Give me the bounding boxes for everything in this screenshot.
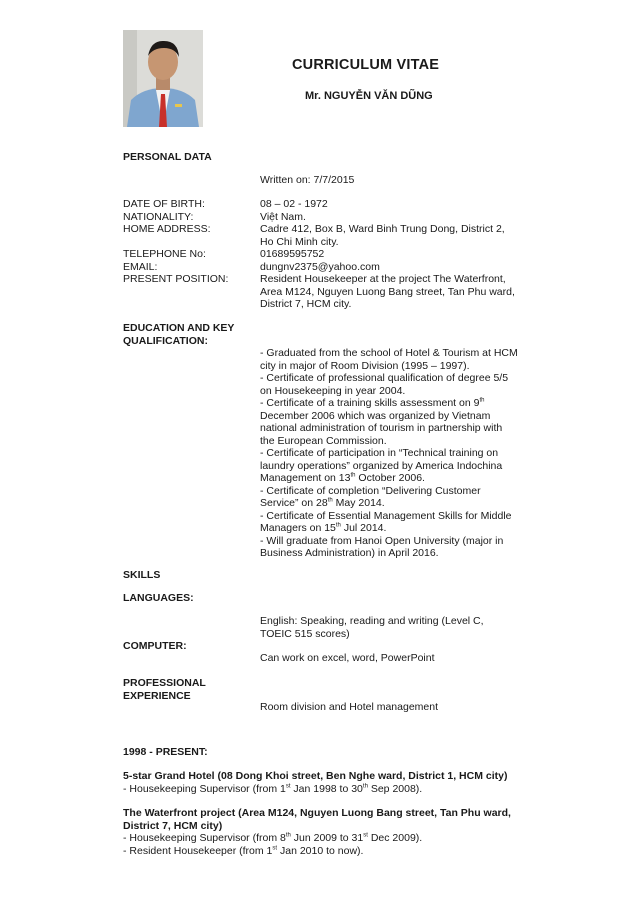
education-heading: EDUCATION AND KEY QUALIFICATION:	[123, 322, 235, 347]
home-address-label: HOME ADDRESS:	[123, 223, 211, 235]
education-item: - Certificate of professional qualification of degree 5/5 on Housekeeping in year 2004.	[260, 372, 509, 397]
experience-heading: PROFESSIONAL EXPERIENCE	[123, 677, 206, 702]
education-list	[260, 347, 518, 560]
candidate-name: Mr. NGUYỄN VĂN DŨNG	[305, 90, 433, 102]
email-value[interactable]: dungnv2375@yahoo.com	[260, 260, 380, 273]
job-role: - Housekeeping Supervisor (from 1st Jan 1998 to 30th Sep 2008).	[123, 782, 423, 795]
present-position-label: PRESENT POSITION:	[123, 273, 229, 285]
dob-label: DATE OF BIRTH:	[123, 198, 205, 210]
experience-summary: Room division and Hotel management	[260, 701, 439, 713]
written-on-date: Written on: 7/7/2015	[260, 174, 355, 186]
skills-heading: SKILLS	[123, 569, 161, 581]
job-waterfront	[123, 807, 533, 857]
telephone-label: TELEPHONE No:	[123, 248, 206, 260]
email-label: EMAIL:	[123, 260, 158, 273]
profile-photo	[123, 30, 203, 127]
education-item: - Certificate of a training skills assessment on 9th December 2006 which was organized by Vietnam national administration of tourism in partnership with the European Commission.	[260, 397, 503, 447]
experience-period: 1998 - PRESENT:	[123, 746, 208, 758]
job-role: - Housekeeping Supervisor (from 8th Jun 2009 to 31st Dec 2009).	[123, 832, 423, 844]
job-grand-hotel	[123, 770, 533, 795]
nationality-label: NATIONALITY:	[123, 210, 194, 223]
languages-value: English: Speaking, reading and writing (Level C, TOEIC 515 scores)	[260, 615, 484, 640]
cv-title: CURRICULUM VITAE	[292, 57, 440, 73]
education-item: - Graduated from the school of Hotel & Tourism at HCM city in major of Room Division (1995 – 1997).	[260, 347, 518, 372]
job-employer: The Waterfront project (Area M124, Nguyen Luong Bang street, Tan Phu ward, District 7, HCM city)	[123, 807, 511, 832]
home-address-value: Cadre 412, Box B, Ward Binh Trung Dong, District 2, Ho Chi Minh city.	[260, 223, 505, 248]
job-role: - Resident Housekeeper (from 1st Jan 2010 to now).	[123, 844, 364, 857]
languages-heading: LANGUAGES:	[123, 592, 194, 604]
job-employer: 5-star Grand Hotel (08 Dong Khoi street, Ben Nghe ward, District 1, HCM city)	[123, 770, 508, 782]
education-item: - Certificate of participation in “Technical training on laundry operations” organized by America Indochina Management on 13th October 2006.	[260, 447, 503, 484]
computer-value: Can work on excel, word, PowerPoint	[260, 652, 435, 664]
education-item: - Certificate of completion “Delivering Customer Service” on 28th May 2014.	[260, 484, 481, 509]
education-item: - Will graduate from Hanoi Open University (major in Business Administration) in April 2016.	[260, 534, 504, 559]
personal-data-heading: PERSONAL DATA	[123, 151, 212, 163]
dob-value: 08 – 02 - 1972	[260, 198, 328, 210]
education-item: - Certificate of Essential Management Skills for Middle Managers on 15th Jul 2014.	[260, 509, 512, 534]
computer-heading: COMPUTER:	[123, 640, 187, 652]
present-position-value: Resident Housekeeper at the project The Waterfront, Area M124, Nguyen Luong Bang street, Tan Phu ward, District 7, HCM city.	[260, 273, 515, 310]
telephone-value: 01689595752	[260, 248, 325, 260]
nationality-value: Việt Nam.	[260, 210, 306, 223]
